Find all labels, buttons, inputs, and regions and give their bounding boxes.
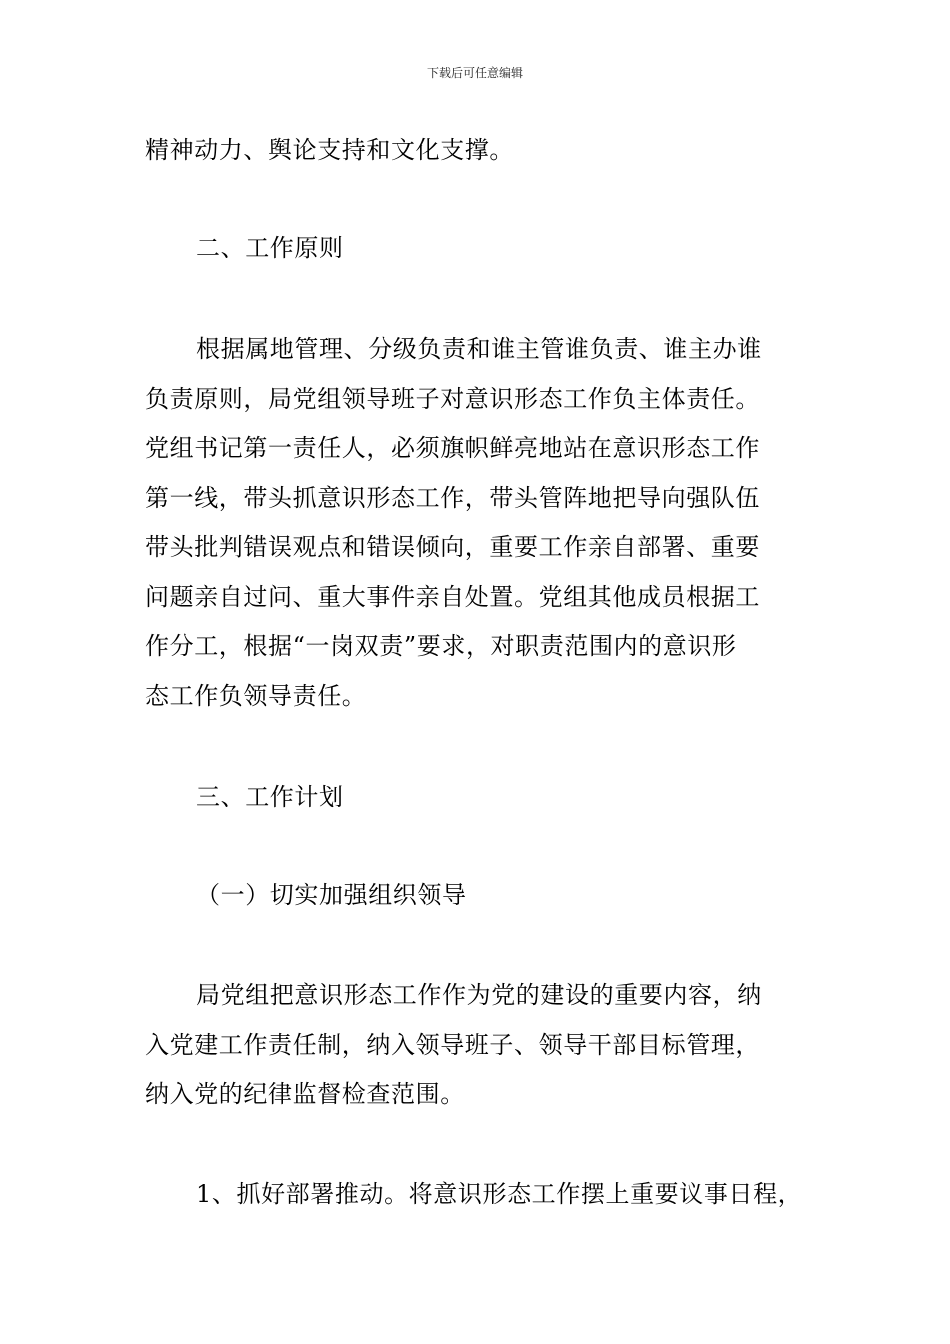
section-heading: 三、工作计划 [196,783,344,811]
text-line: 纳入党的纪律监督检查范围。 [145,1080,465,1108]
text-line: 作分工，根据“一岗双责”要求，对职责范围内的意识形 [145,632,737,660]
text-line: 态工作负领导责任。 [145,682,367,710]
text-line: 局党组把意识形态工作作为党的建设的重要内容，纳 [196,981,762,1009]
text-line: 带头批判错误观点和错误倾向，重要工作亲自部署、重要 [145,533,760,561]
text-line: 精神动力、舆论支持和文化支撑。 [145,136,514,164]
text-line: 第一线，带头抓意识形态工作，带头管阵地把导向强队伍 [145,484,760,512]
section-heading: 二、工作原则 [196,234,344,262]
text-line: 党组书记第一责任人，必须旗帜鲜亮地站在意识形态工作 [145,434,760,462]
text-line: 负责原则，局党组领导班子对意识形态工作负主体责任。 [145,385,760,413]
text-line: 1、抓好部署推动。将意识形态工作摆上重要议事日程， [196,1180,803,1208]
text-line: 根据属地管理、分级负责和谁主管谁负责、谁主办谁 [196,335,762,363]
subsection-heading: （一）切实加强组织领导 [196,881,467,909]
text-line: 入党建工作责任制，纳入领导班子、领导干部目标管理， [145,1031,760,1059]
page-header: 下载后可任意编辑 [426,66,523,80]
text-line: 问题亲自过问、重大事件亲自处置。党组其他成员根据工 [145,583,760,611]
